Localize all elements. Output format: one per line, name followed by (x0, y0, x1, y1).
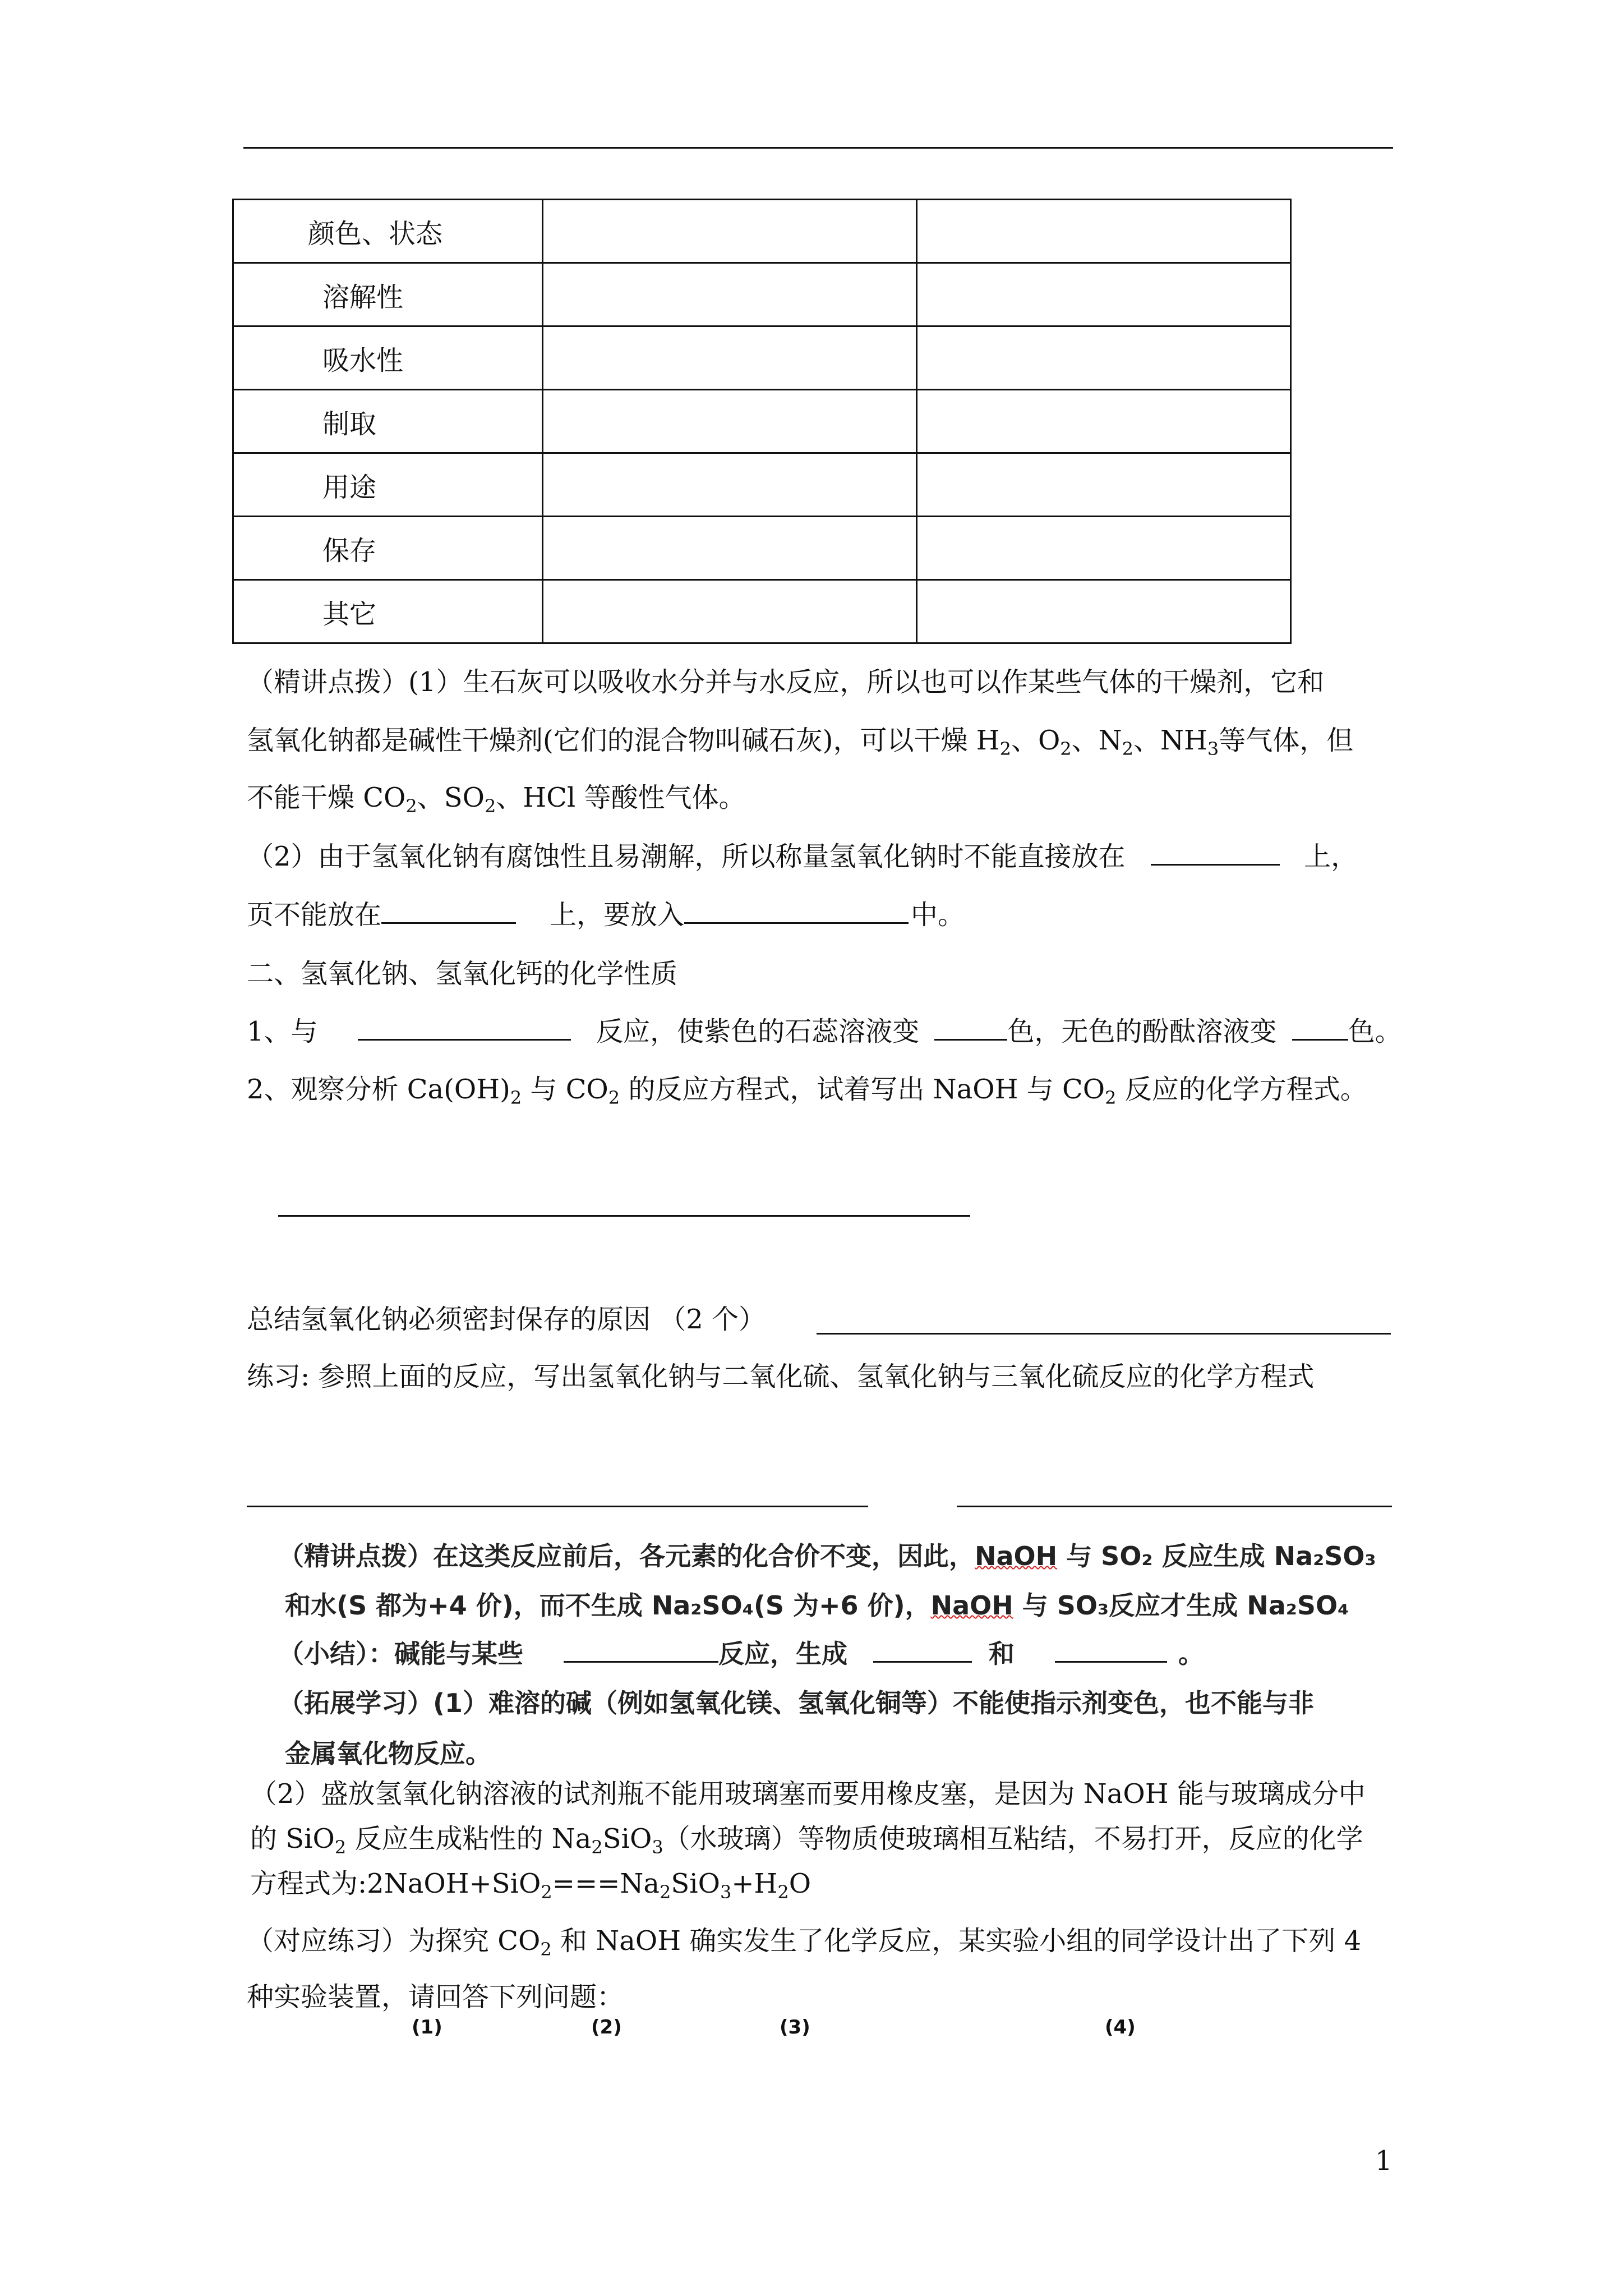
subscript: 2 (660, 1881, 671, 1903)
text-span: SiO (602, 1823, 652, 1855)
subscript: 3 (652, 1837, 663, 1858)
scan-line-2 (285, 1585, 1349, 1622)
subscript: 2 (510, 1087, 522, 1108)
table-row (233, 263, 1291, 326)
row-label: 制取 (233, 390, 543, 453)
answer-cell[interactable] (917, 580, 1291, 643)
subscript: 2 (999, 738, 1011, 760)
row-label: 颜色、状态 (233, 200, 543, 263)
text-span: 方程式为:2NaOH+SiO (250, 1868, 541, 1899)
text-span: 2、观察分析 Ca(OH) (247, 1074, 510, 1105)
text-span: 反应的化学方程式。 (1116, 1074, 1367, 1105)
text-span: NaOH (975, 1541, 1058, 1571)
answer-cell[interactable] (543, 453, 917, 517)
answer-cell[interactable] (543, 517, 917, 580)
text-span: 中。 (911, 899, 965, 931)
text-span: 与 SO₂ 反应生成 Na₂SO₃ (1057, 1541, 1376, 1571)
answer-cell[interactable] (917, 390, 1291, 453)
text-span: （2）由于氢氧化钠有腐蚀性且易潮解，所以称量氢氧化钠时不能直接放在 (247, 841, 1126, 872)
text-span: 的 SiO (250, 1823, 335, 1855)
subscript: 2 (541, 1881, 552, 1903)
text-span: 反应，使紫色的石蕊溶液变 (596, 1016, 920, 1047)
answer-blank[interactable] (1292, 1014, 1348, 1041)
text-span: 、SO (417, 782, 485, 813)
page-number: 1 (1375, 2145, 1393, 2177)
answer-cell[interactable] (543, 390, 917, 453)
figure-label-4: (4) (1105, 2016, 1136, 2039)
text-span: （水玻璃）等物质使玻璃相互粘结，不易打开，反应的化学 (663, 1823, 1363, 1855)
exercise-line-2: 种实验装置，请回答下列问题： (247, 1981, 624, 2013)
properties-table (232, 199, 1292, 644)
subscript: 2 (334, 1837, 347, 1858)
answer-line[interactable] (817, 1333, 1391, 1335)
text-span: 、N (1071, 725, 1122, 756)
exercise-line-1 (247, 1924, 1361, 1966)
text-span: NaOH (930, 1590, 1013, 1621)
subscript: 2 (1122, 738, 1134, 760)
text-span: SiO (671, 1868, 720, 1899)
scan-line-4: （拓展学习）(1）难溶的碱（例如氢氧化镁、氢氧化铜等）不能使指示剂变色，也不能与非 (278, 1688, 1315, 1718)
header-rule (243, 147, 1393, 149)
answer-cell[interactable] (543, 200, 917, 263)
answer-cell[interactable] (543, 580, 917, 643)
answer-blank[interactable] (1055, 1636, 1167, 1663)
text-span: 反应生成粘性的 Na (346, 1823, 592, 1855)
tip-paragraph-line-2 (247, 724, 1353, 766)
text-span: 色，无色的酚酞溶液变 (1007, 1016, 1277, 1047)
answer-cell[interactable] (543, 263, 917, 326)
scan-line-3 (278, 1634, 1204, 1671)
text-span: （精讲点拨）在这类反应前后，各元素的化合价不变，因此， (278, 1541, 975, 1571)
answer-cell[interactable] (917, 200, 1291, 263)
answer-line[interactable] (957, 1506, 1392, 1507)
glass-line-1: （2）盛放氢氧化钠溶液的试剂瓶不能用玻璃塞而要用橡皮塞，是因为 NaOH 能与玻璃成分中 (250, 1778, 1366, 1810)
practice-line: 练习: 参照上面的反应，写出氢氧化钠与二氧化硫、氢氧化钠与三氧化硫反应的化学方程式 (247, 1361, 1315, 1392)
text-span: 氢氧化钠都是碱性干燥剂(它们的混合物叫碱石灰)，可以干燥 H (247, 725, 1000, 756)
answer-cell[interactable] (917, 263, 1291, 326)
question-1 (247, 1014, 1402, 1048)
answer-line[interactable] (278, 1215, 970, 1217)
subscript: 2 (540, 1939, 552, 1960)
text-span: 、NH (1133, 725, 1207, 756)
text-span: 和水(S 都为+4 价)，而不生成 Na₂SO₄(S 为+6 价)， (285, 1590, 931, 1621)
answer-blank[interactable] (381, 898, 516, 924)
answer-cell[interactable] (543, 326, 917, 390)
text-span: 的反应方程式，试着写出 NaOH 与 CO (620, 1074, 1105, 1105)
figure-label-2: (2) (591, 2016, 622, 2039)
text-span: 和 NaOH 确实发生了化学反应，某实验小组的同学设计出了下列 4 (551, 1925, 1362, 1957)
figure-label-3: (3) (780, 2016, 810, 2039)
summary-line: 总结氢氧化钠必须密封保存的原因 （2 个） (247, 1304, 766, 1335)
row-label: 其它 (233, 580, 543, 643)
answer-blank[interactable] (934, 1014, 1007, 1041)
tip-paragraph-line-1: （精讲点拨）(1）生石灰可以吸收水分并与水反应，所以也可以作某些气体的干燥剂，它和 (247, 666, 1325, 698)
subscript: 2 (608, 1087, 620, 1108)
answer-blank[interactable] (564, 1636, 718, 1663)
table-row (233, 453, 1291, 517)
text-span: 、O (1011, 725, 1061, 756)
answer-cell[interactable] (917, 326, 1291, 390)
question-2 (247, 1073, 1367, 1115)
text-span: +H (731, 1868, 778, 1899)
answer-cell[interactable] (917, 517, 1291, 580)
subscript: 2 (484, 795, 496, 817)
text-span: 色。 (1348, 1016, 1402, 1047)
table-row (233, 326, 1291, 390)
subscript: 2 (1105, 1087, 1117, 1108)
tip-paragraph-line-3 (247, 781, 746, 823)
text-span: 页不能放在 (247, 899, 382, 931)
text-span: （小结）：碱能与某些 (278, 1639, 523, 1669)
subscript: 3 (1207, 738, 1219, 760)
row-label: 用途 (233, 453, 543, 517)
scan-line-1 (278, 1536, 1376, 1573)
weighing-line-2 (247, 898, 965, 932)
text-span: 上，要放入 (550, 899, 685, 931)
glass-line-3 (250, 1867, 811, 1909)
subscript: 3 (720, 1881, 732, 1903)
subscript: 2 (591, 1837, 603, 1858)
table-row (233, 517, 1291, 580)
text-span: 。 (1178, 1639, 1205, 1669)
table-row (233, 580, 1291, 643)
subscript: 2 (405, 795, 417, 817)
subscript: 2 (777, 1881, 789, 1903)
row-label: 溶解性 (233, 263, 543, 326)
answer-blank[interactable] (684, 898, 909, 924)
text-span: （对应练习）为探究 CO (247, 1925, 541, 1957)
text-span: 1、与 (247, 1016, 318, 1047)
section-title: 二、氢氧化钠、氢氧化钙的化学性质 (247, 958, 678, 990)
scan-line-5: 金属氧化物反应。 (285, 1738, 491, 1769)
table-row (233, 200, 1291, 263)
text-span: 与 CO (522, 1074, 608, 1105)
text-span: 反应，生成 (718, 1639, 848, 1669)
text-span: O (789, 1868, 811, 1899)
answer-blank[interactable] (358, 1014, 571, 1041)
text-span: 上， (1304, 841, 1358, 872)
figure-label-1: (1) (412, 2016, 442, 2039)
text-span: 等气体，但 (1219, 725, 1354, 756)
subscript: 2 (1060, 738, 1072, 760)
text-span: 、HCl 等酸性气体。 (496, 782, 746, 813)
answer-blank[interactable] (1151, 839, 1280, 866)
row-label: 保存 (233, 517, 543, 580)
text-span: 与 SO₃反应才生成 Na₂SO₄ (1013, 1590, 1349, 1621)
text-span: 不能干燥 CO (247, 782, 406, 813)
text-span: 和 (989, 1639, 1015, 1669)
answer-blank[interactable] (873, 1636, 972, 1663)
weighing-line-1 (247, 839, 1358, 873)
answer-line[interactable] (247, 1506, 868, 1507)
table-row (233, 390, 1291, 453)
row-label: 吸水性 (233, 326, 543, 390)
text-span: ===Na (552, 1868, 660, 1899)
glass-line-2 (250, 1822, 1363, 1864)
answer-cell[interactable] (917, 453, 1291, 517)
